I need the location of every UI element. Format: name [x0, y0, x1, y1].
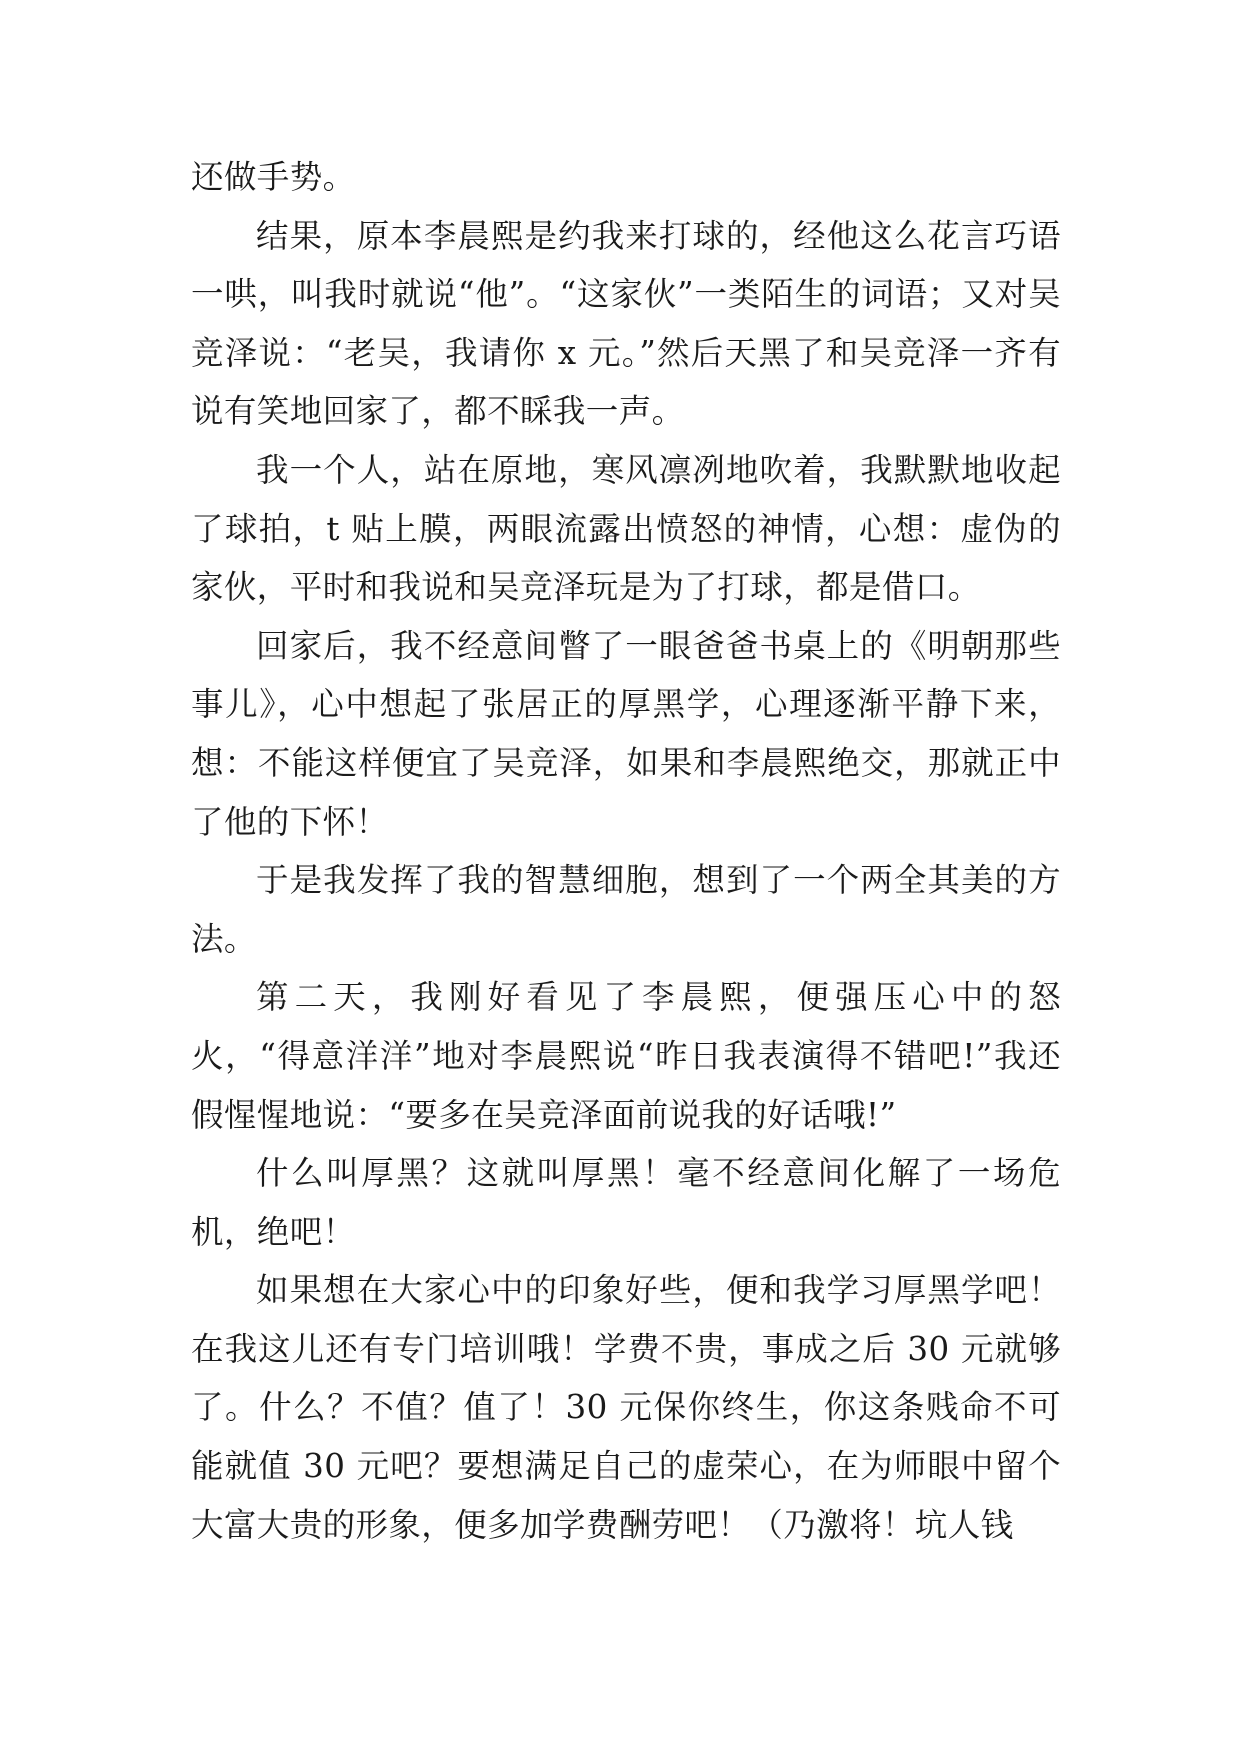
paragraph-6: 第二天，我刚好看见了李晨熙，便强压心中的怒火，“得意洋洋”地对李晨熙说“昨日我表演得不错吧!”我还假惺惺地说：“要多在吴竞泽面前说我的好话哦!”	[191, 978, 1061, 1134]
paragraph-5: 于是我发挥了我的智慧细胞，想到了一个两全其美的方法。	[191, 861, 1061, 958]
paragraph-1: 还做手势。	[191, 158, 356, 196]
paragraph-7: 什么叫厚黑？这就叫厚黑！毫不经意间化解了一场危机，绝吧！	[191, 1154, 1061, 1251]
document-body	[191, 148, 1061, 1554]
paragraph-8: 如果想在大家心中的印象好些，便和我学习厚黑学吧！在我这儿还有专门培训哦！学费不贵，事成之后 30 元就够了。什么？不值？值了！30 元保你终生，你这条贱命不可能就值 30 元吧？要想满足自己的虚荣心，在为师眼中留个大富大贵的形象，便多加学费酬劳吧！（乃激将！坑人钱	[191, 1271, 1061, 1544]
paragraph-4: 回家后，我不经意间瞥了一眼爸爸书桌上的《明朝那些事儿》，心中想起了张居正的厚黑学，心理逐渐平静下来，想：不能这样便宜了吴竞泽，如果和李晨熙绝交，那就正中了他的下怀！	[191, 626, 1061, 841]
paragraph-2: 结果，原本李晨熙是约我来打球的，经他这么花言巧语一哄，叫我时就说“他”。“这家伙”一类陌生的词语；又对吴竞泽说：“老吴，我请你 x 元。”然后天黑了和吴竞泽一齐有说有笑地回家了，都不睬我一声。	[191, 216, 1061, 431]
paragraph-3: 我一个人，站在原地，寒风凛冽地吹着，我默默地收起了球拍，t 贴上膜，两眼流露出愤怒的神情，心想：虚伪的家伙，平时和我说和吴竞泽玩是为了打球，都是借口。	[191, 450, 1061, 607]
